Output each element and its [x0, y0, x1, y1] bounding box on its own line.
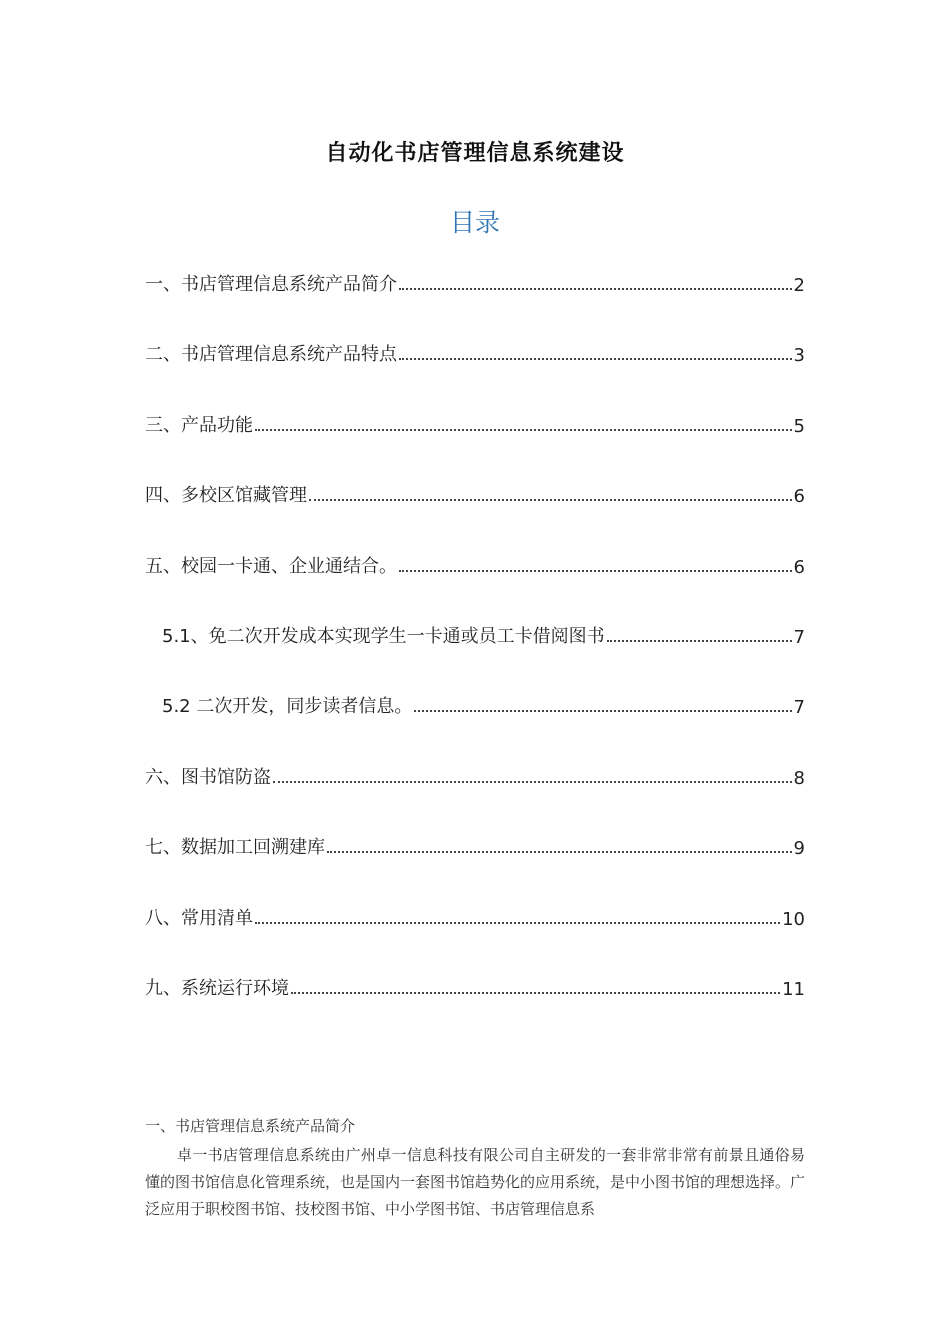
- toc-leader-dots: [255, 922, 780, 924]
- toc-leader-dots: [607, 640, 792, 642]
- toc-entry[interactable]: [145, 270, 805, 296]
- toc-entry-page-number: 3: [793, 345, 805, 367]
- toc-entry-page-number: 7: [793, 627, 805, 648]
- toc-leader-dots: [414, 710, 791, 712]
- toc-heading: 目录: [449, 208, 500, 237]
- toc-leader-dots: [255, 429, 792, 431]
- toc-entry[interactable]: [145, 833, 805, 859]
- toc-entry-page-number: 11: [782, 979, 805, 1000]
- toc-entry[interactable]: [162, 692, 805, 718]
- toc-leader-dots: [399, 358, 792, 360]
- toc-leader-dots: [399, 288, 792, 290]
- section-intro: [145, 1114, 805, 1223]
- toc-entry-label: 七、数据加工回溯建库: [145, 837, 325, 859]
- toc-entry-label: 三、产品功能: [145, 414, 253, 436]
- toc-entry[interactable]: [145, 481, 805, 507]
- toc-entry-label: 5.2 二次开发，同步读者信息。: [162, 696, 413, 718]
- toc-entry[interactable]: [145, 411, 805, 437]
- toc-entry-label: 5.1、免二次开发成本实现学生一卡通或员工卡借阅图书: [162, 626, 605, 647]
- toc-entry-label: 二、书店管理信息系统产品特点: [145, 344, 397, 366]
- toc-entry[interactable]: [145, 974, 805, 1000]
- toc-entry[interactable]: [145, 904, 805, 930]
- toc-leader-dots: [309, 499, 792, 501]
- section-paragraph: 卓一书店管理信息系统由广州卓一信息科技有限公司自主研发的一套非常非常有前景且通俗易懂的图书馆信息化管理系统，也是国内一套图书馆趋势化的应用系统，是中小图书馆的理想选择。广泛应用于职校图书馆、技校图书馆、中小学图书馆、书店管理信息系: [145, 1146, 806, 1218]
- section-heading: 一、书店管理信息系统产品简介: [145, 1117, 356, 1135]
- toc-entry-page-number: 9: [793, 838, 805, 860]
- toc-entry-page-number: 6: [793, 556, 805, 578]
- toc-leader-dots: [291, 992, 780, 994]
- toc-entry-label: 九、系统运行环境: [145, 978, 289, 999]
- toc-leader-dots: [399, 570, 792, 572]
- toc-entry[interactable]: [145, 340, 805, 366]
- toc-entry-page-number: 8: [793, 767, 805, 789]
- toc-entry[interactable]: [145, 552, 805, 578]
- toc-entry-page-number: 5: [793, 415, 805, 437]
- toc-entry-label: 一、书店管理信息系统产品简介: [145, 274, 397, 295]
- toc-entry-page-number: 10: [782, 908, 805, 930]
- toc-entry-page-number: 2: [793, 275, 805, 296]
- toc-entry-page-number: 7: [793, 697, 805, 719]
- toc-entry[interactable]: [162, 622, 805, 648]
- toc-entry-page-number: 6: [793, 486, 805, 508]
- toc-entry[interactable]: [145, 763, 805, 789]
- toc-entry-label: 六、图书馆防盗: [145, 766, 271, 788]
- document-title: 自动化书店管理信息系统建设: [325, 141, 625, 166]
- toc-entry-label: 四、多校区馆藏管理: [145, 485, 307, 507]
- toc-entry-label: 五、校园一卡通、企业通结合。: [145, 555, 397, 577]
- toc-entry-label: 八、常用清单: [145, 907, 253, 929]
- toc-leader-dots: [273, 781, 792, 783]
- toc-leader-dots: [327, 851, 792, 853]
